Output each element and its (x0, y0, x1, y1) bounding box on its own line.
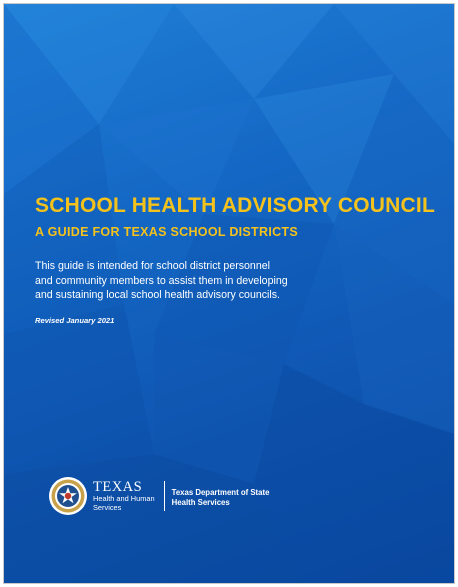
hhs-logo-name: TEXAS (93, 479, 143, 495)
description-line: This guide is intended for school district personnel (35, 260, 270, 272)
dshs-logo-line: Texas Department of State (171, 488, 270, 497)
hhs-logo-subline: Services (93, 503, 122, 512)
document-subtitle: A GUIDE FOR TEXAS SCHOOL DISTRICTS (35, 225, 298, 239)
hhs-logo-subline: Health and Human (93, 494, 155, 503)
agency-logos (48, 474, 269, 518)
dshs-logo-text (172, 484, 270, 508)
hhs-logo-text (93, 480, 155, 512)
revision-date: Revised January 2021 (35, 315, 115, 325)
document-description (35, 259, 440, 303)
cover-text-block (35, 194, 440, 325)
description-line: and sustaining local school health advisory councils. (35, 289, 280, 301)
dshs-logo-line: Health Services (171, 498, 230, 507)
texas-star-seal-icon (48, 476, 88, 516)
cover-page (4, 4, 454, 583)
logo-divider (164, 481, 165, 511)
document-title: SCHOOL HEALTH ADVISORY COUNCIL (35, 194, 435, 217)
description-line: and community members to assist them in developing (35, 274, 288, 287)
